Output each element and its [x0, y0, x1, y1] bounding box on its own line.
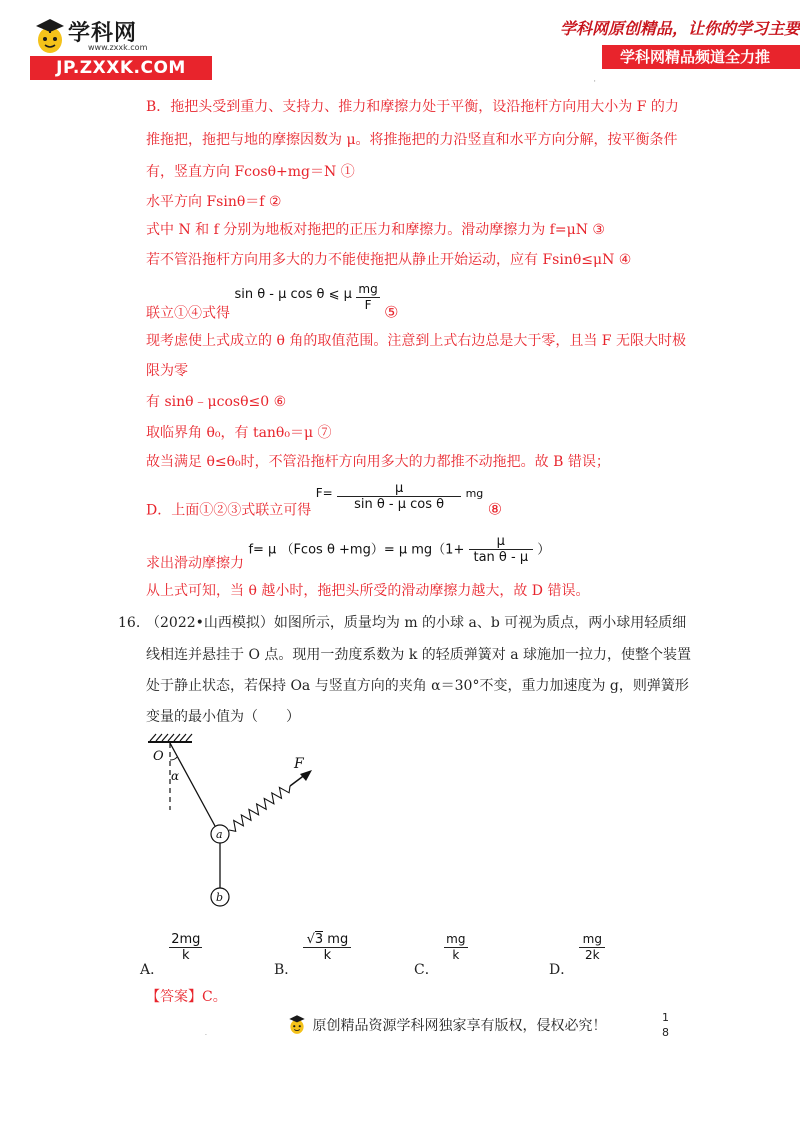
question-line3: 处于静止状态，若保持 Oa 与竖直方向的夹角 α＝30°不变，重力加速度为 g，则弹簧形: [146, 678, 689, 694]
d-label: D．上面①②③式联立可得: [146, 502, 312, 519]
mascot-icon: [286, 1012, 308, 1036]
eq5-num: mg: [358, 282, 378, 296]
footer-copyright: [286, 1012, 606, 1036]
option-d-den: 2k: [585, 948, 600, 962]
option-a-den: k: [182, 948, 190, 963]
label-b: b: [216, 891, 224, 904]
string-oa: [170, 743, 215, 826]
solution-eq6: 有 sinθ﹣μcosθ≤0 ⑥: [146, 394, 287, 410]
eq5-fraction: [356, 282, 379, 313]
option-a-fraction: [169, 932, 202, 963]
option-b-den: k: [323, 948, 332, 963]
solution-eq2: 水平方向 Fsinθ＝f ②: [146, 194, 282, 210]
logo-text: 学科网: [68, 21, 138, 46]
eq8-fraction: [337, 481, 461, 512]
label-alpha: α: [171, 769, 180, 783]
friction-label: 求出滑动摩擦力: [146, 555, 244, 572]
option-b[interactable]: [274, 932, 351, 979]
footer-dot: ·: [205, 1032, 207, 1039]
header-dot: ': [594, 80, 596, 87]
option-c-den: k: [452, 948, 460, 962]
option-c[interactable]: [414, 932, 468, 979]
label-o: O: [153, 749, 164, 764]
solution-eq3: 式中 N 和 f 分别为地板对拖把的正压力和摩擦力。滑动摩擦力为 f=μN ③: [146, 222, 605, 238]
page-number: [662, 1010, 669, 1040]
question-number: 16.: [118, 615, 141, 631]
question-line2: 线相连并悬挂于 O 点。现用一劲度系数为 k 的轻质弹簧对 a 球施加一拉力，使整个装置: [146, 647, 692, 663]
solution-eq7: 取临界角 θ₀，有 tanθ₀＝μ ⑦: [146, 425, 332, 441]
solution-d-conclusion: 从上式可知，当 θ 越小时，拖把头所受的滑动摩擦力越大，故 D 错误。: [146, 583, 590, 599]
label-f: F: [294, 756, 304, 772]
solution-eq8-row: [146, 481, 502, 521]
option-c-num: mg: [444, 932, 468, 948]
eq9-num: μ: [469, 534, 533, 550]
option-d[interactable]: [549, 932, 605, 979]
eq9-right: ）: [537, 542, 551, 558]
option-a-num: 2mg: [171, 932, 201, 947]
solution-b-conclusion: 故当满足 θ≤θ₀时，不管沿拖杆方向用多大的力都推不动拖把。故 B 错误；: [146, 454, 610, 470]
solution-b-line1: B．拖把头受到重力、支持力、推力和摩擦力处于平衡，设沿拖杆方向用大小为 F 的力: [146, 99, 679, 115]
solution-eq1: 有，竖直方向 Fcosθ+mg＝N ①: [146, 164, 355, 180]
eq9-den: tan θ - μ: [473, 550, 529, 565]
solution-b-line2: 推拖把，拖把与地的摩擦因数为 μ。将推拖把的力沿竖直和水平方向分解，按平衡条件: [146, 132, 678, 148]
solution-eq4: 若不管沿拖杆方向用多大的力不能使拖把从静止开始运动，应有 Fsinθ≤μN ④: [146, 252, 632, 268]
sqrt-icon: √: [306, 932, 315, 947]
page-number-top: 1: [662, 1011, 669, 1024]
consider-line1: 现考虑使上式成立的 θ 角的取值范围。注意到上式右边总是大于零，且当 F 无限大时极: [146, 333, 686, 349]
eq5-den: F: [364, 298, 372, 312]
option-a-letter: A．: [140, 962, 165, 978]
option-b-num-tail: mg: [327, 932, 349, 947]
combine-label: 联立①④式得: [146, 305, 230, 322]
footer-text: 原创精品资源学科网独家享有版权，侵权必究！: [312, 1018, 607, 1034]
ceiling-hatch: [150, 734, 192, 741]
option-b-root: 3: [314, 932, 324, 947]
logo-url-small: www.zxxk.com: [88, 43, 148, 52]
spring: [229, 786, 290, 831]
option-d-fraction: [579, 932, 605, 963]
option-c-fraction: [444, 932, 468, 963]
label-a: a: [216, 828, 223, 841]
option-b-fraction: [303, 932, 351, 963]
option-c-letter: C．: [414, 962, 439, 978]
header-slogan: 学科网原创精品，让你的学习主要: [560, 19, 800, 38]
eq9-fraction: [469, 534, 533, 565]
header-channel-banner: 学科网精品频道全力推: [602, 45, 800, 69]
eq8-num: μ: [337, 481, 461, 497]
question-line4: 变量的最小值为（ ）: [146, 709, 300, 725]
answer: 【答案】C。: [146, 989, 227, 1005]
eq8-tail: mg: [465, 486, 484, 500]
question-line1: （2022•山西模拟）如图所示，质量均为 m 的小球 a、b 可视为质点，两小球用轻质细: [146, 615, 687, 631]
mascot-icon: [30, 14, 70, 56]
option-a[interactable]: [140, 932, 202, 979]
option-d-letter: D．: [549, 962, 575, 978]
solution-eq9-row: [146, 534, 550, 574]
consider-line2: 限为零: [146, 363, 188, 379]
eq5-left: sin θ - μ cos θ ⩽ μ: [234, 286, 352, 302]
alpha-arc: [170, 757, 177, 760]
logo-url: JP.ZXXK.COM: [30, 56, 212, 80]
site-logo[interactable]: [30, 14, 215, 76]
option-b-num: [303, 932, 351, 948]
eq9-left: f= μ （Fcos θ +mg）= μ mg（1+: [248, 542, 465, 558]
eq8-mark: ⑧: [487, 499, 503, 519]
page-number-bottom: 8: [662, 1026, 669, 1039]
option-b-letter: B．: [274, 962, 299, 978]
eq5-mark: ⑤: [384, 302, 399, 322]
eq8-lhs: F=: [315, 485, 333, 500]
physics-figure: [140, 730, 340, 915]
solution-eq5-row: [146, 282, 399, 324]
option-d-num: mg: [579, 932, 605, 948]
eq8-den: sin θ - μ cos θ: [354, 497, 445, 512]
